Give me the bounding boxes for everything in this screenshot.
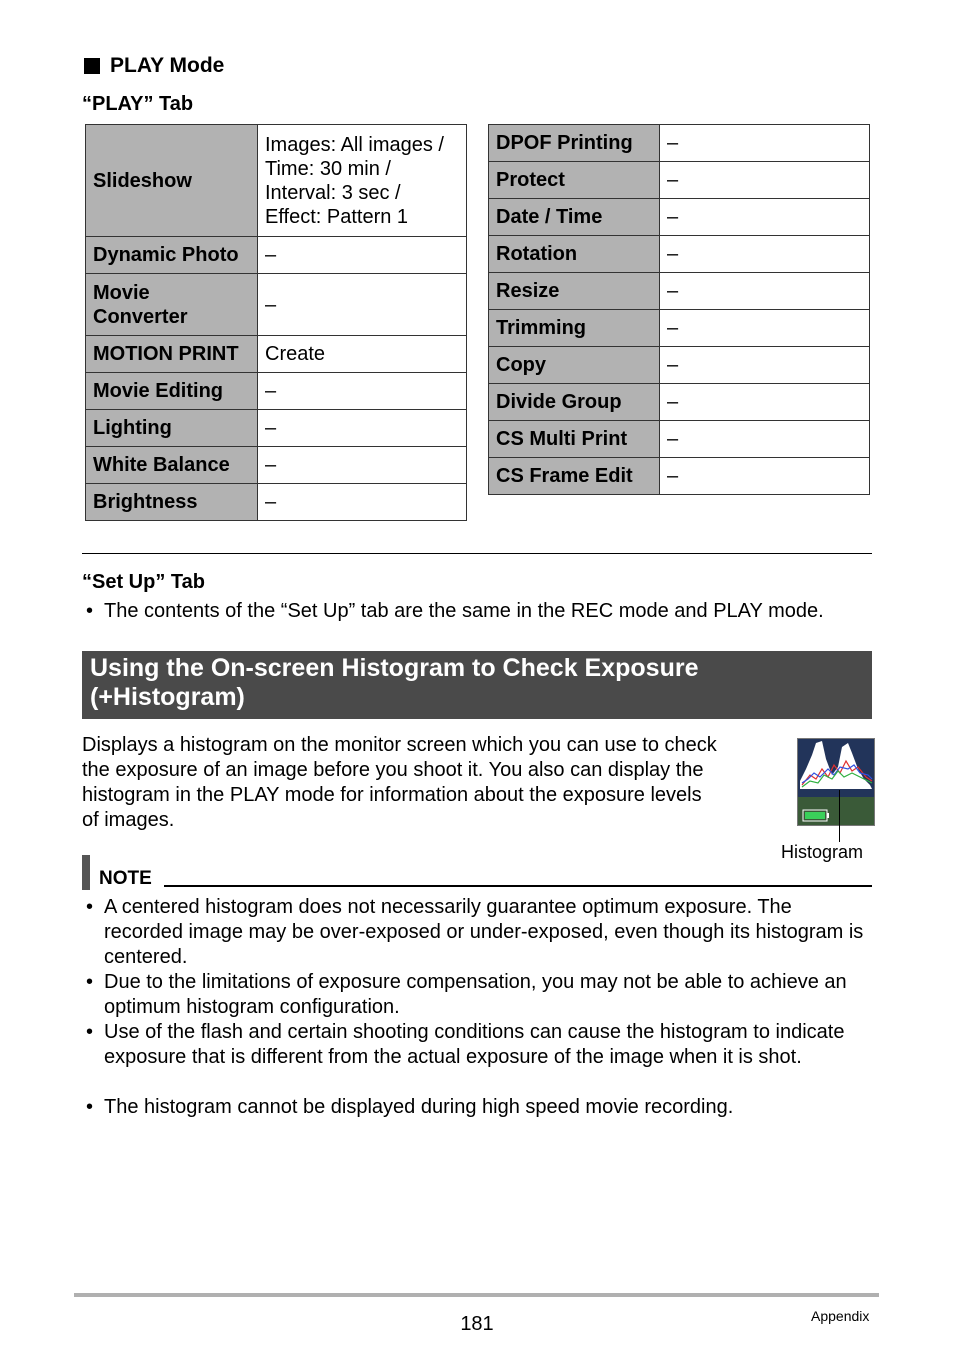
bullet-dot: • xyxy=(86,971,94,993)
bullet-dot: • xyxy=(86,1096,94,1118)
note-label: NOTE xyxy=(99,868,152,889)
table-row xyxy=(489,273,870,310)
table-row xyxy=(489,199,870,236)
table-row xyxy=(489,347,870,384)
histogram-leader-line xyxy=(839,790,840,842)
histogram-graph-icon xyxy=(798,739,874,825)
list-item xyxy=(82,1095,872,1120)
page-number: 181 xyxy=(460,1313,494,1335)
table-row xyxy=(489,384,870,421)
setting-name: Resize xyxy=(489,273,660,310)
setting-value: – xyxy=(660,384,870,421)
table-row xyxy=(489,125,870,162)
setting-value: – xyxy=(660,273,870,310)
setting-value-line: Interval: 3 sec / xyxy=(265,181,401,204)
table-row xyxy=(489,421,870,458)
setting-name: Rotation xyxy=(489,236,660,273)
table-row xyxy=(86,274,467,336)
setup-tab-heading: “Set Up” Tab xyxy=(82,571,205,593)
table-row xyxy=(86,484,467,521)
setting-name xyxy=(86,274,258,336)
setting-value xyxy=(258,125,467,237)
setting-name: MOTION PRINT xyxy=(86,336,258,373)
histogram-section-title xyxy=(82,651,872,719)
list-item xyxy=(82,1020,872,1070)
setting-name: CS Frame Edit xyxy=(489,458,660,495)
table-row xyxy=(86,373,467,410)
note-rule xyxy=(164,885,872,887)
setting-name: Copy xyxy=(489,347,660,384)
bullet-dot: • xyxy=(86,1021,94,1043)
title-line: Using the On-screen Histogram to Check Exposure xyxy=(90,654,699,682)
list-item-text: The contents of the “Set Up” tab are the same in the REC mode and PLAY mode. xyxy=(104,600,824,622)
list-item-text: The histogram cannot be displayed during high speed movie recording. xyxy=(104,1096,734,1118)
setting-value: – xyxy=(660,310,870,347)
section-title-text: PLAY Mode xyxy=(110,54,225,77)
table-row xyxy=(86,447,467,484)
setting-value: – xyxy=(258,373,467,410)
setting-value: – xyxy=(660,458,870,495)
table-row xyxy=(489,310,870,347)
note-marker xyxy=(82,855,90,890)
table-row xyxy=(86,410,467,447)
footer-section-label: Appendix xyxy=(811,1308,870,1324)
histogram-screen-image xyxy=(797,738,875,826)
setting-value: – xyxy=(660,236,870,273)
table-row xyxy=(489,236,870,273)
divider xyxy=(82,553,872,554)
list-item xyxy=(82,599,872,624)
setting-value: Create xyxy=(258,336,467,373)
bullet-dot: • xyxy=(86,896,94,918)
setting-name: Brightness xyxy=(86,484,258,521)
setting-name: Movie Editing xyxy=(86,373,258,410)
table-row xyxy=(489,458,870,495)
setting-name: Dynamic Photo xyxy=(86,237,258,274)
title-line: (+Histogram) xyxy=(90,683,245,711)
histogram-description: Displays a histogram on the monitor screen which you can use to check the exposure of an image before you shoot it. You also can display the histogram in the PLAY mode for information about the exposure levels of images. xyxy=(82,734,717,831)
setting-name: Lighting xyxy=(86,410,258,447)
histogram-caption: Histogram xyxy=(781,842,864,862)
setting-name: Slideshow xyxy=(86,125,258,237)
play-tab-table-right xyxy=(488,124,870,495)
setting-name: DPOF Printing xyxy=(489,125,660,162)
setting-name: Divide Group xyxy=(489,384,660,421)
section-title xyxy=(84,54,224,78)
setting-name: CS Multi Print xyxy=(489,421,660,458)
setting-name-line: Movie xyxy=(93,281,150,304)
square-bullet-icon xyxy=(84,58,100,74)
list-item xyxy=(82,895,872,970)
setting-value: – xyxy=(660,421,870,458)
table-row xyxy=(489,162,870,199)
setting-name: White Balance xyxy=(86,447,258,484)
setting-value: – xyxy=(258,410,467,447)
setting-name: Date / Time xyxy=(489,199,660,236)
setting-value-line: Time: 30 min / xyxy=(265,157,391,180)
footer-rule xyxy=(74,1293,879,1297)
list-item-text: A centered histogram does not necessarily guarantee optimum exposure. The recorded image may be over-exposed or under-exposed, even though its histogram is centered. xyxy=(104,896,864,968)
list-item xyxy=(82,970,872,1020)
setting-value-line: Images: All images / xyxy=(265,133,444,156)
table-row xyxy=(86,237,467,274)
setting-value: – xyxy=(660,162,870,199)
setting-value: – xyxy=(258,237,467,274)
setting-value: – xyxy=(660,125,870,162)
setting-value: – xyxy=(258,447,467,484)
play-tab-heading: “PLAY” Tab xyxy=(82,93,194,115)
setting-name-line: Converter xyxy=(93,305,188,328)
table-row xyxy=(86,336,467,373)
setting-name: Trimming xyxy=(489,310,660,347)
setting-name: Protect xyxy=(489,162,660,199)
setting-value: – xyxy=(258,274,467,336)
bullet-dot: • xyxy=(86,600,94,622)
setting-value: – xyxy=(258,484,467,521)
table-row xyxy=(86,125,467,237)
play-tab-table-left xyxy=(85,124,467,521)
list-item-text: Due to the limitations of exposure compensation, you may not be able to achieve an optimum histogram configuration. xyxy=(104,971,847,1018)
setting-value: – xyxy=(660,347,870,384)
list-item-text: Use of the flash and certain shooting conditions can cause the histogram to indicate exposure that is different from the actual exposure of the image when it is shot. xyxy=(104,1021,845,1068)
setting-value-line: Effect: Pattern 1 xyxy=(265,205,409,228)
setting-value: – xyxy=(660,199,870,236)
